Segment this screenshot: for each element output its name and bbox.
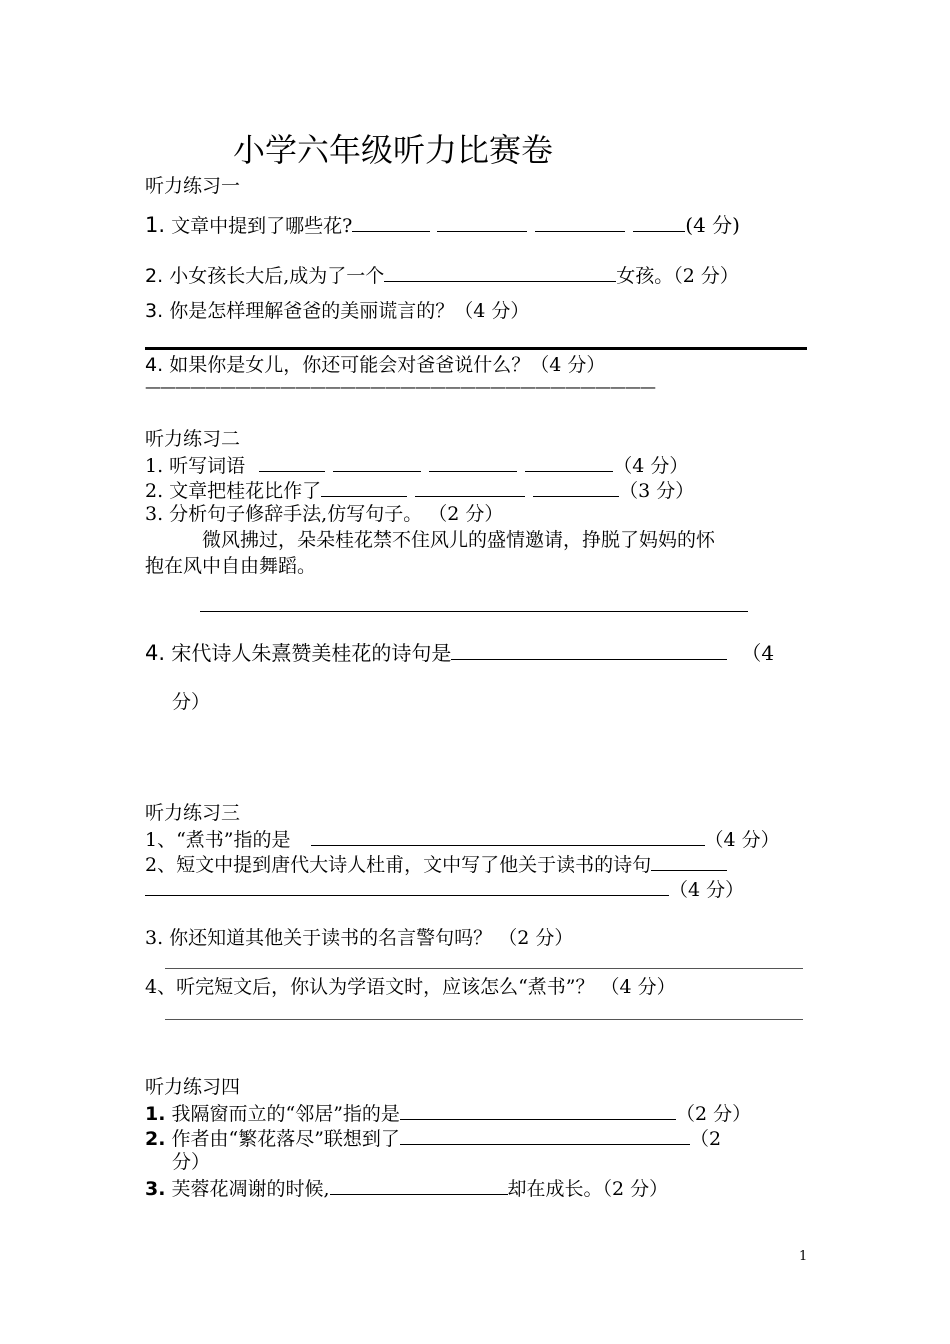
s1-question-3	[145, 300, 529, 322]
answer-blank[interactable]	[400, 1101, 676, 1120]
s1-question-4	[145, 354, 605, 376]
s1-question-2	[145, 263, 739, 287]
s1-q4-text: 如果你是女儿，你还可能会对爸爸说什么？（4 分）	[169, 354, 606, 376]
answer-line[interactable]	[200, 611, 748, 612]
s2-q2-score: （3 分）	[619, 480, 695, 502]
s2-q1-text: 1. 听写词语	[145, 455, 246, 477]
answer-blank[interactable]	[259, 453, 325, 472]
page-title: 小学六年级听力比赛卷	[233, 131, 554, 169]
s4-q3-tail: 却在成长。（2 分）	[507, 1178, 669, 1200]
answer-blank[interactable]	[352, 213, 430, 232]
answer-blank[interactable]	[145, 877, 669, 896]
s1-q2-tail: 女孩。（2 分）	[616, 265, 739, 287]
s1-q2-number: 2.	[145, 265, 164, 287]
s1-q1-score: (4 分)	[685, 213, 740, 237]
s4-q1-score: （2 分）	[675, 1103, 752, 1125]
s2-passage-line-2: 抱在风中自由舞蹈。	[145, 555, 317, 577]
answer-blank[interactable]	[533, 478, 619, 497]
s4-q2-text: 作者由“繁花落尽”联想到了	[171, 1128, 400, 1150]
answer-blank[interactable]	[437, 213, 527, 232]
s4-question-3	[145, 1176, 668, 1200]
s1-q1-text: 文章中提到了哪些花?	[171, 215, 353, 237]
s4-q2-number: 2.	[145, 1128, 166, 1150]
section-heading-2: 听力练习二	[145, 428, 241, 450]
s2-q2-text: 2. 文章把桂花比作了	[145, 480, 322, 502]
answer-blank[interactable]	[415, 478, 525, 497]
s4-q2-score-b: 分）	[172, 1151, 211, 1173]
s4-q3-number: 3.	[145, 1178, 166, 1200]
answer-blank[interactable]	[429, 453, 517, 472]
answer-blank[interactable]	[451, 641, 727, 660]
s2-passage-line-1: 微风拂过，朵朵桂花禁不住风儿的盛情邀请，挣脱了妈妈的怀	[202, 529, 716, 551]
answer-blank[interactable]	[535, 213, 625, 232]
answer-blank[interactable]	[333, 453, 421, 472]
s1-q3-number: 3.	[145, 300, 164, 322]
s2-q4-score-b: 分）	[172, 691, 211, 713]
s2-q4-text: 宋代诗人朱熹赞美桂花的诗句是	[171, 641, 452, 665]
answer-blank[interactable]	[400, 1126, 690, 1145]
s2-question-4	[145, 641, 774, 664]
answer-line[interactable]	[165, 968, 803, 969]
section-heading-1: 听力练习一	[145, 175, 241, 197]
s3-question-2	[145, 852, 727, 876]
s3-question-2-cont	[145, 877, 744, 901]
s2-q4-score-a: （4	[741, 641, 775, 665]
s3-question-4: 4、听完短文后，你认为学语文时，应该怎么“煮书”？ （4 分）	[145, 976, 676, 998]
s3-question-1	[145, 827, 780, 851]
answer-blank[interactable]	[651, 852, 727, 871]
s4-q1-text: 我隔窗而立的“邻居”指的是	[171, 1103, 400, 1125]
s3-q2-text: 2、短文中提到唐代大诗人杜甫，文中写了他关于读书的诗句	[145, 854, 652, 876]
s1-q1-number: 1.	[145, 213, 166, 237]
answer-blank[interactable]	[633, 213, 685, 232]
s3-q2-score: （4 分）	[669, 879, 745, 901]
s2-q4-number: 4.	[145, 641, 166, 665]
s4-q3-text: 芙蓉花凋谢的时候,	[171, 1178, 330, 1200]
page-number: 1	[799, 1249, 808, 1264]
s3-q1-text: 1、“煮书”指的是	[145, 829, 291, 851]
s3-q1-score: （4 分）	[704, 829, 780, 851]
answer-blank[interactable]	[330, 1176, 508, 1195]
s2-q1-score: （4 分）	[613, 455, 689, 477]
answer-line[interactable]	[165, 1019, 803, 1020]
s2-question-1	[145, 453, 688, 477]
section-heading-4: 听力练习四	[145, 1076, 241, 1098]
s4-question-2	[145, 1126, 721, 1150]
answer-line[interactable]	[145, 347, 807, 350]
s2-question-3: 3. 分析句子修辞手法,仿写句子。 （2 分）	[145, 503, 504, 525]
s3-question-3: 3. 你还知道其他关于读书的名言警句吗？ （2 分）	[145, 927, 574, 949]
s1-question-1	[145, 213, 740, 237]
answer-dash-line[interactable]: ——————————————————————————————————	[145, 377, 655, 396]
s1-q3-text: 你是怎样理解爸爸的美丽谎言的？（4 分）	[169, 300, 530, 322]
answer-blank[interactable]	[525, 453, 613, 472]
s1-q4-number: 4.	[145, 354, 164, 376]
s4-question-1	[145, 1101, 751, 1125]
answer-blank[interactable]	[311, 827, 705, 846]
s1-q2-text: 小女孩长大后,成为了一个	[169, 265, 385, 287]
s4-q1-number: 1.	[145, 1103, 166, 1125]
answer-blank[interactable]	[321, 478, 407, 497]
answer-blank[interactable]	[384, 263, 616, 282]
s2-question-2	[145, 478, 694, 502]
section-heading-3: 听力练习三	[145, 802, 241, 824]
s4-q2-score-a: （2	[689, 1128, 722, 1150]
